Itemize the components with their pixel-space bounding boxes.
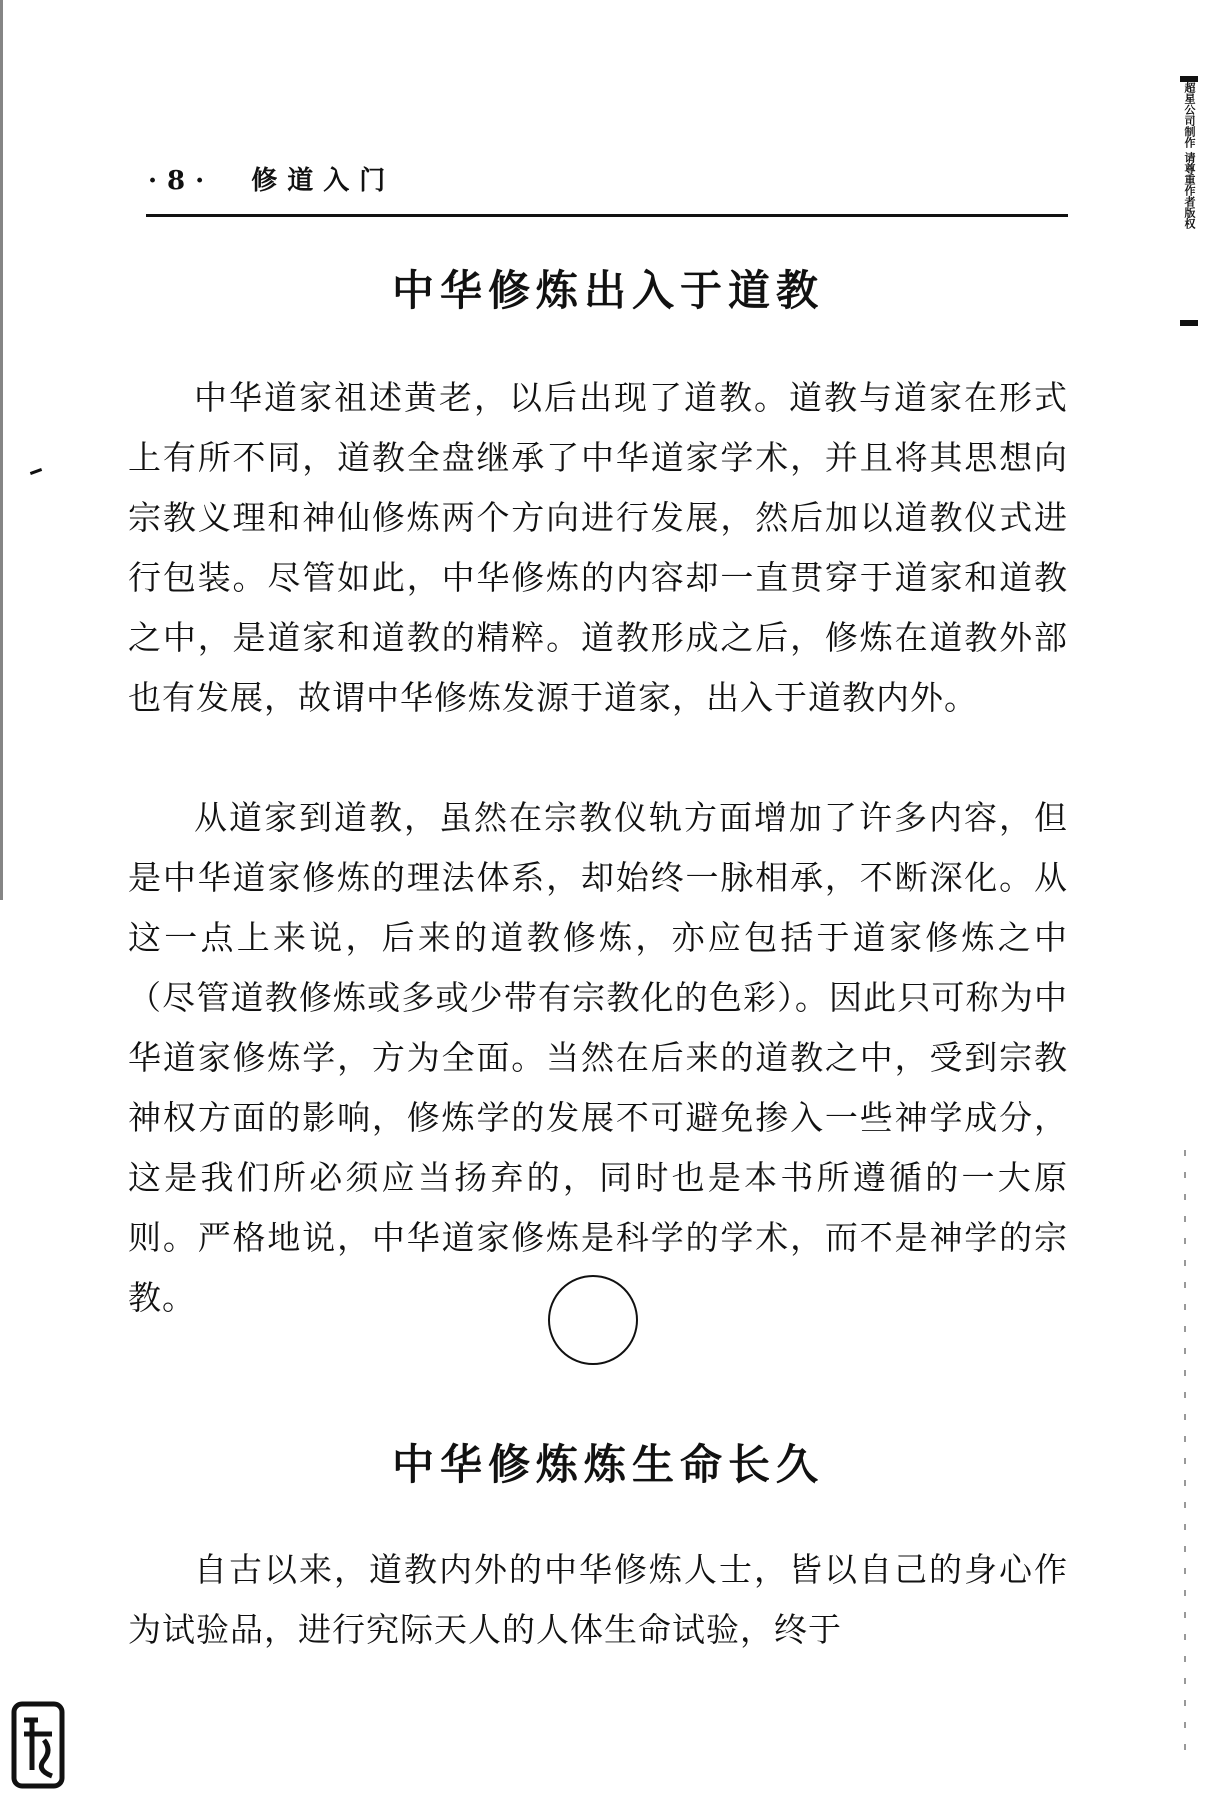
section-title-2: 中华修炼炼生命长久: [391, 1440, 824, 1489]
section-title-1: 中华修炼出入于道教: [391, 266, 824, 315]
side-bar-bottom: [1180, 320, 1198, 326]
section-1-paragraph-2: 从道家到道教，虽然在宗教仪轨方面增加了许多内容，但是中华道家修炼的理法体系，却始终一脉相承，不断深化。从这一点上来说，后来的道教修炼，亦应包括于道家修炼之中（尽管道教修炼或多或少带有宗教化的色彩）。因此只可称为中华道家修炼学，方为全面。当然在后来的道教之中，受到宗教神权方面的影响，修炼学的发展不可避免掺入一些神学成分，这是我们所必须应当扬弃的，同时也是本书所遵循的一大原则。严格地说，中华道家修炼是科学的学术，而不是神学的宗教。: [128, 798, 1068, 1317]
page-left-edge-shadow: [0, 0, 3, 900]
section-2-paragraph-1: 自古以来，道教内外的中华修炼人士，皆以自己的身心作为试验品，进行究际天人的人体生命试验，终于: [128, 1550, 1068, 1649]
header-rule: [146, 214, 1068, 217]
book-title: 修道入门: [251, 166, 396, 196]
page-right-edge-marks: [1184, 1150, 1186, 1750]
section-1-paragraph-1: 中华道家祖述黄老，以后出现了道教。道教与道家在形式上有所不同，道教全盘继承了中华道家学术，并且将其思想向宗教义理和神仙修炼两个方向进行发展，然后加以道教仪式进行包装。尽管如此，中华修炼的内容却一直贯穿于道家和道教之中，是道家和道教的精粹。道教形成之后，修炼在道教外部也有发展，故谓中华修炼发源于道家，出入于道教内外。: [128, 378, 1068, 717]
pen-circle-mark: [548, 1275, 638, 1365]
margin-mark: [30, 468, 42, 475]
page-number: ·8·: [148, 166, 215, 196]
seal-stamp: [10, 1700, 66, 1790]
copyright-side-note: 超星公司制作 请尊重作者版权: [1183, 82, 1196, 229]
running-header: [148, 160, 395, 197]
